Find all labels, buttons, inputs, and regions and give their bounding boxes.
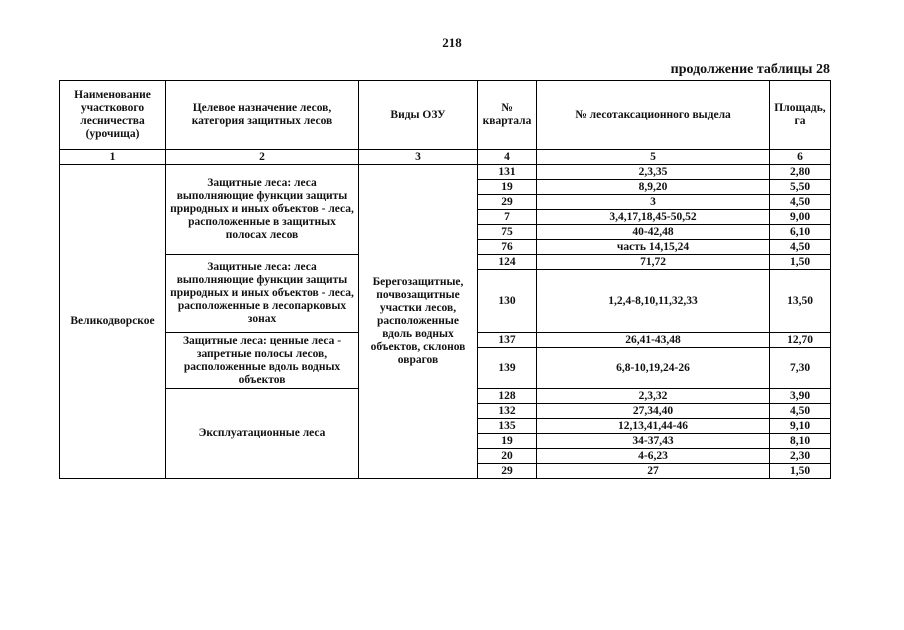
- ozu-type-cell: Берегозащитные, почвозащитные участки лесов, расположенные вдоль водных объектов, склонов оврагов: [359, 165, 478, 479]
- quarter-cell: 131: [478, 165, 537, 180]
- quarter-cell: 137: [478, 333, 537, 348]
- header-plot: № лесотаксационного выдела: [537, 81, 770, 150]
- quarter-cell: 76: [478, 240, 537, 255]
- column-number: 5: [537, 150, 770, 165]
- area-cell: 9,00: [770, 210, 831, 225]
- area-cell: 4,50: [770, 404, 831, 419]
- area-cell: 5,50: [770, 180, 831, 195]
- header-quarter: № квартала: [478, 81, 537, 150]
- area-cell: 3,90: [770, 389, 831, 404]
- category-cell: Защитные леса: леса выполняющие функции защиты природных и иных объектов - леса, расположенные в защитных полосах лесов: [166, 165, 359, 255]
- plot-cell: 1,2,4-8,10,11,32,33: [537, 270, 770, 333]
- plot-cell: 2,3,35: [537, 165, 770, 180]
- column-number: 3: [359, 150, 478, 165]
- area-cell: 1,50: [770, 464, 831, 479]
- column-number: 4: [478, 150, 537, 165]
- quarter-cell: 19: [478, 180, 537, 195]
- quarter-cell: 135: [478, 419, 537, 434]
- quarter-cell: 130: [478, 270, 537, 333]
- table-continuation-caption: продолжение таблицы 28: [670, 62, 830, 77]
- plot-cell: часть 14,15,24: [537, 240, 770, 255]
- category-cell: Эксплуатационные леса: [166, 389, 359, 479]
- quarter-cell: 20: [478, 449, 537, 464]
- quarter-cell: 132: [478, 404, 537, 419]
- column-number: 6: [770, 150, 831, 165]
- quarter-cell: 19: [478, 434, 537, 449]
- plot-cell: 2,3,32: [537, 389, 770, 404]
- page-number: 218: [442, 35, 462, 50]
- plot-cell: 3,4,17,18,45-50,52: [537, 210, 770, 225]
- header-ozu-type: Виды ОЗУ: [359, 81, 478, 150]
- area-cell: 7,30: [770, 348, 831, 389]
- plot-cell: 27: [537, 464, 770, 479]
- plot-cell: 6,8-10,19,24-26: [537, 348, 770, 389]
- header-forestry: Наименование участкового лесничества (урочища): [60, 81, 166, 150]
- plot-cell: 71,72: [537, 255, 770, 270]
- table-row: [60, 165, 831, 180]
- table-header-row: [60, 81, 831, 150]
- area-cell: 4,50: [770, 240, 831, 255]
- plot-cell: 12,13,41,44-46: [537, 419, 770, 434]
- plot-cell: 26,41-43,48: [537, 333, 770, 348]
- plot-cell: 40-42,48: [537, 225, 770, 240]
- area-cell: 8,10: [770, 434, 831, 449]
- quarter-cell: 29: [478, 195, 537, 210]
- quarter-cell: 75: [478, 225, 537, 240]
- area-cell: 2,30: [770, 449, 831, 464]
- plot-cell: 8,9,20: [537, 180, 770, 195]
- plot-cell: 34-37,43: [537, 434, 770, 449]
- area-cell: 4,50: [770, 195, 831, 210]
- header-purpose: Целевое назначение лесов, категория защитных лесов: [166, 81, 359, 150]
- column-number-row: [60, 150, 831, 165]
- quarter-cell: 139: [478, 348, 537, 389]
- quarter-cell: 124: [478, 255, 537, 270]
- column-number: 1: [60, 150, 166, 165]
- quarter-cell: 128: [478, 389, 537, 404]
- forest-table: [59, 80, 831, 479]
- category-cell: Защитные леса: ценные леса - запретные полосы лесов, расположенные вдоль водных объектов: [166, 333, 359, 389]
- plot-cell: 3: [537, 195, 770, 210]
- area-cell: 6,10: [770, 225, 831, 240]
- area-cell: 13,50: [770, 270, 831, 333]
- plot-cell: 27,34,40: [537, 404, 770, 419]
- plot-cell: 4-6,23: [537, 449, 770, 464]
- area-cell: 1,50: [770, 255, 831, 270]
- area-cell: 2,80: [770, 165, 831, 180]
- header-area: Площадь, га: [770, 81, 831, 150]
- area-cell: 9,10: [770, 419, 831, 434]
- column-number: 2: [166, 150, 359, 165]
- quarter-cell: 7: [478, 210, 537, 225]
- forestry-name-cell: Великодворское: [60, 165, 166, 479]
- area-cell: 12,70: [770, 333, 831, 348]
- category-cell: Защитные леса: леса выполняющие функции защиты природных и иных объектов - леса, расположенные в лесопарковых зонах: [166, 255, 359, 333]
- quarter-cell: 29: [478, 464, 537, 479]
